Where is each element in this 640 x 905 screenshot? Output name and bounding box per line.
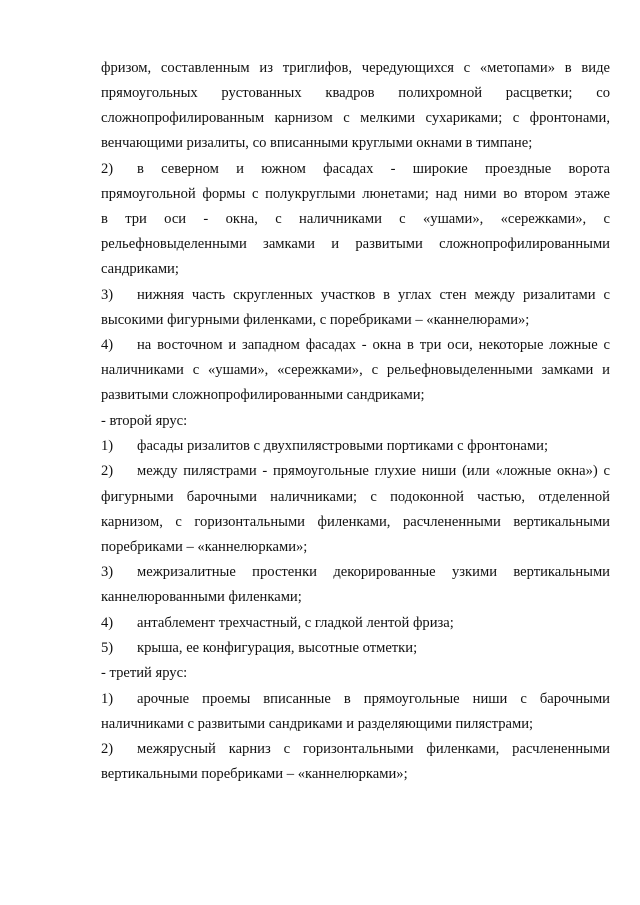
- text-line: сандриками;: [101, 261, 179, 277]
- list-item: [101, 283, 610, 308]
- text-line: фризом, составленным из триглифов, чередующихся с «метопами» в виде: [101, 60, 610, 76]
- list-item-text: арочные проемы вписанные в прямоугольные ниши с барочными: [137, 691, 610, 707]
- list-item: [101, 459, 610, 484]
- text-line: вертикальными поребриками – «каннелюрками»;: [101, 766, 408, 782]
- list-item: [101, 611, 610, 636]
- text-line: венчающими ризалиты, со вписанными круглыми окнами в тимпане;: [101, 135, 533, 151]
- list-item-text: нижняя часть скругленных участков в углах стен между ризалитами с: [137, 287, 610, 303]
- list-item: [101, 434, 610, 459]
- list-item-text: межярусный карниз с горизонтальными филенками, расчлененными: [137, 741, 610, 757]
- list-number: 4): [101, 615, 114, 631]
- list-item-text: крыша, ее конфигурация, высотные отметки;: [137, 640, 418, 656]
- list-item-text: в северном и южном фасадах - широкие проездные ворота: [137, 161, 610, 177]
- list-item: [101, 636, 610, 661]
- list-item: [101, 157, 610, 182]
- text-line: прямоугольных рустованных квадров полихромной расцветки; со: [101, 85, 610, 101]
- list-item: [101, 333, 610, 358]
- text-line: сложнопрофилированным карнизом с мелкими сухариками; с фронтонами,: [101, 110, 610, 126]
- list-number: 1): [101, 691, 114, 707]
- list-number: 1): [101, 438, 114, 454]
- list-number: 2): [101, 741, 114, 757]
- text-line: каннелюрованными филенками;: [101, 589, 302, 605]
- list-item-text: на восточном и западном фасадах - окна в три оси, некоторые ложные с: [137, 337, 610, 353]
- list-item-text: между пилястрами - прямоугольные глухие ниши (или «ложные окна») с: [137, 463, 610, 479]
- list-number: 2): [101, 161, 114, 177]
- section-heading: - третий ярус:: [101, 665, 188, 681]
- list-number: 3): [101, 287, 114, 303]
- list-item: [101, 687, 610, 712]
- list-item-text: межризалитные простенки декорированные узкими вертикальными: [137, 564, 610, 580]
- list-number: 2): [101, 463, 114, 479]
- text-line: высокими фигурными филенками, с поребриками – «каннелюрами»;: [101, 312, 530, 328]
- text-line: прямоугольной формы с полукруглыми люнетами; над ними во втором этаже: [101, 186, 610, 202]
- text-line: наличниками с «ушами», «сережками», с рельефновыделенными замками и: [101, 362, 610, 378]
- list-number: 5): [101, 640, 114, 656]
- text-line: в три оси - окна, с наличниками с «ушами», «сережками», с: [101, 211, 610, 227]
- text-line: фигурными барочными наличниками; с подоконной частью, отделенной: [101, 489, 610, 505]
- text-line: поребриками – «каннелюрками»;: [101, 539, 308, 555]
- text-line: рельефновыделенными замками и развитыми сложнопрофилированными: [101, 236, 610, 252]
- text-line: карнизом, с горизонтальными филенками, расчлененными вертикальными: [101, 514, 610, 530]
- list-number: 3): [101, 564, 114, 580]
- section-heading: - второй ярус:: [101, 413, 188, 429]
- text-line: развитыми сложнопрофилированными сандриками;: [101, 387, 425, 403]
- list-item: [101, 737, 610, 762]
- text-line: наличниками с развитыми сандриками и разделяющими пилястрами;: [101, 716, 534, 732]
- list-item-text: антаблемент трехчастный, с гладкой лентой фриза;: [137, 615, 454, 631]
- list-item-text: фасады ризалитов с двухпилястровыми портиками с фронтонами;: [137, 438, 548, 454]
- list-number: 4): [101, 337, 114, 353]
- list-item: [101, 560, 610, 585]
